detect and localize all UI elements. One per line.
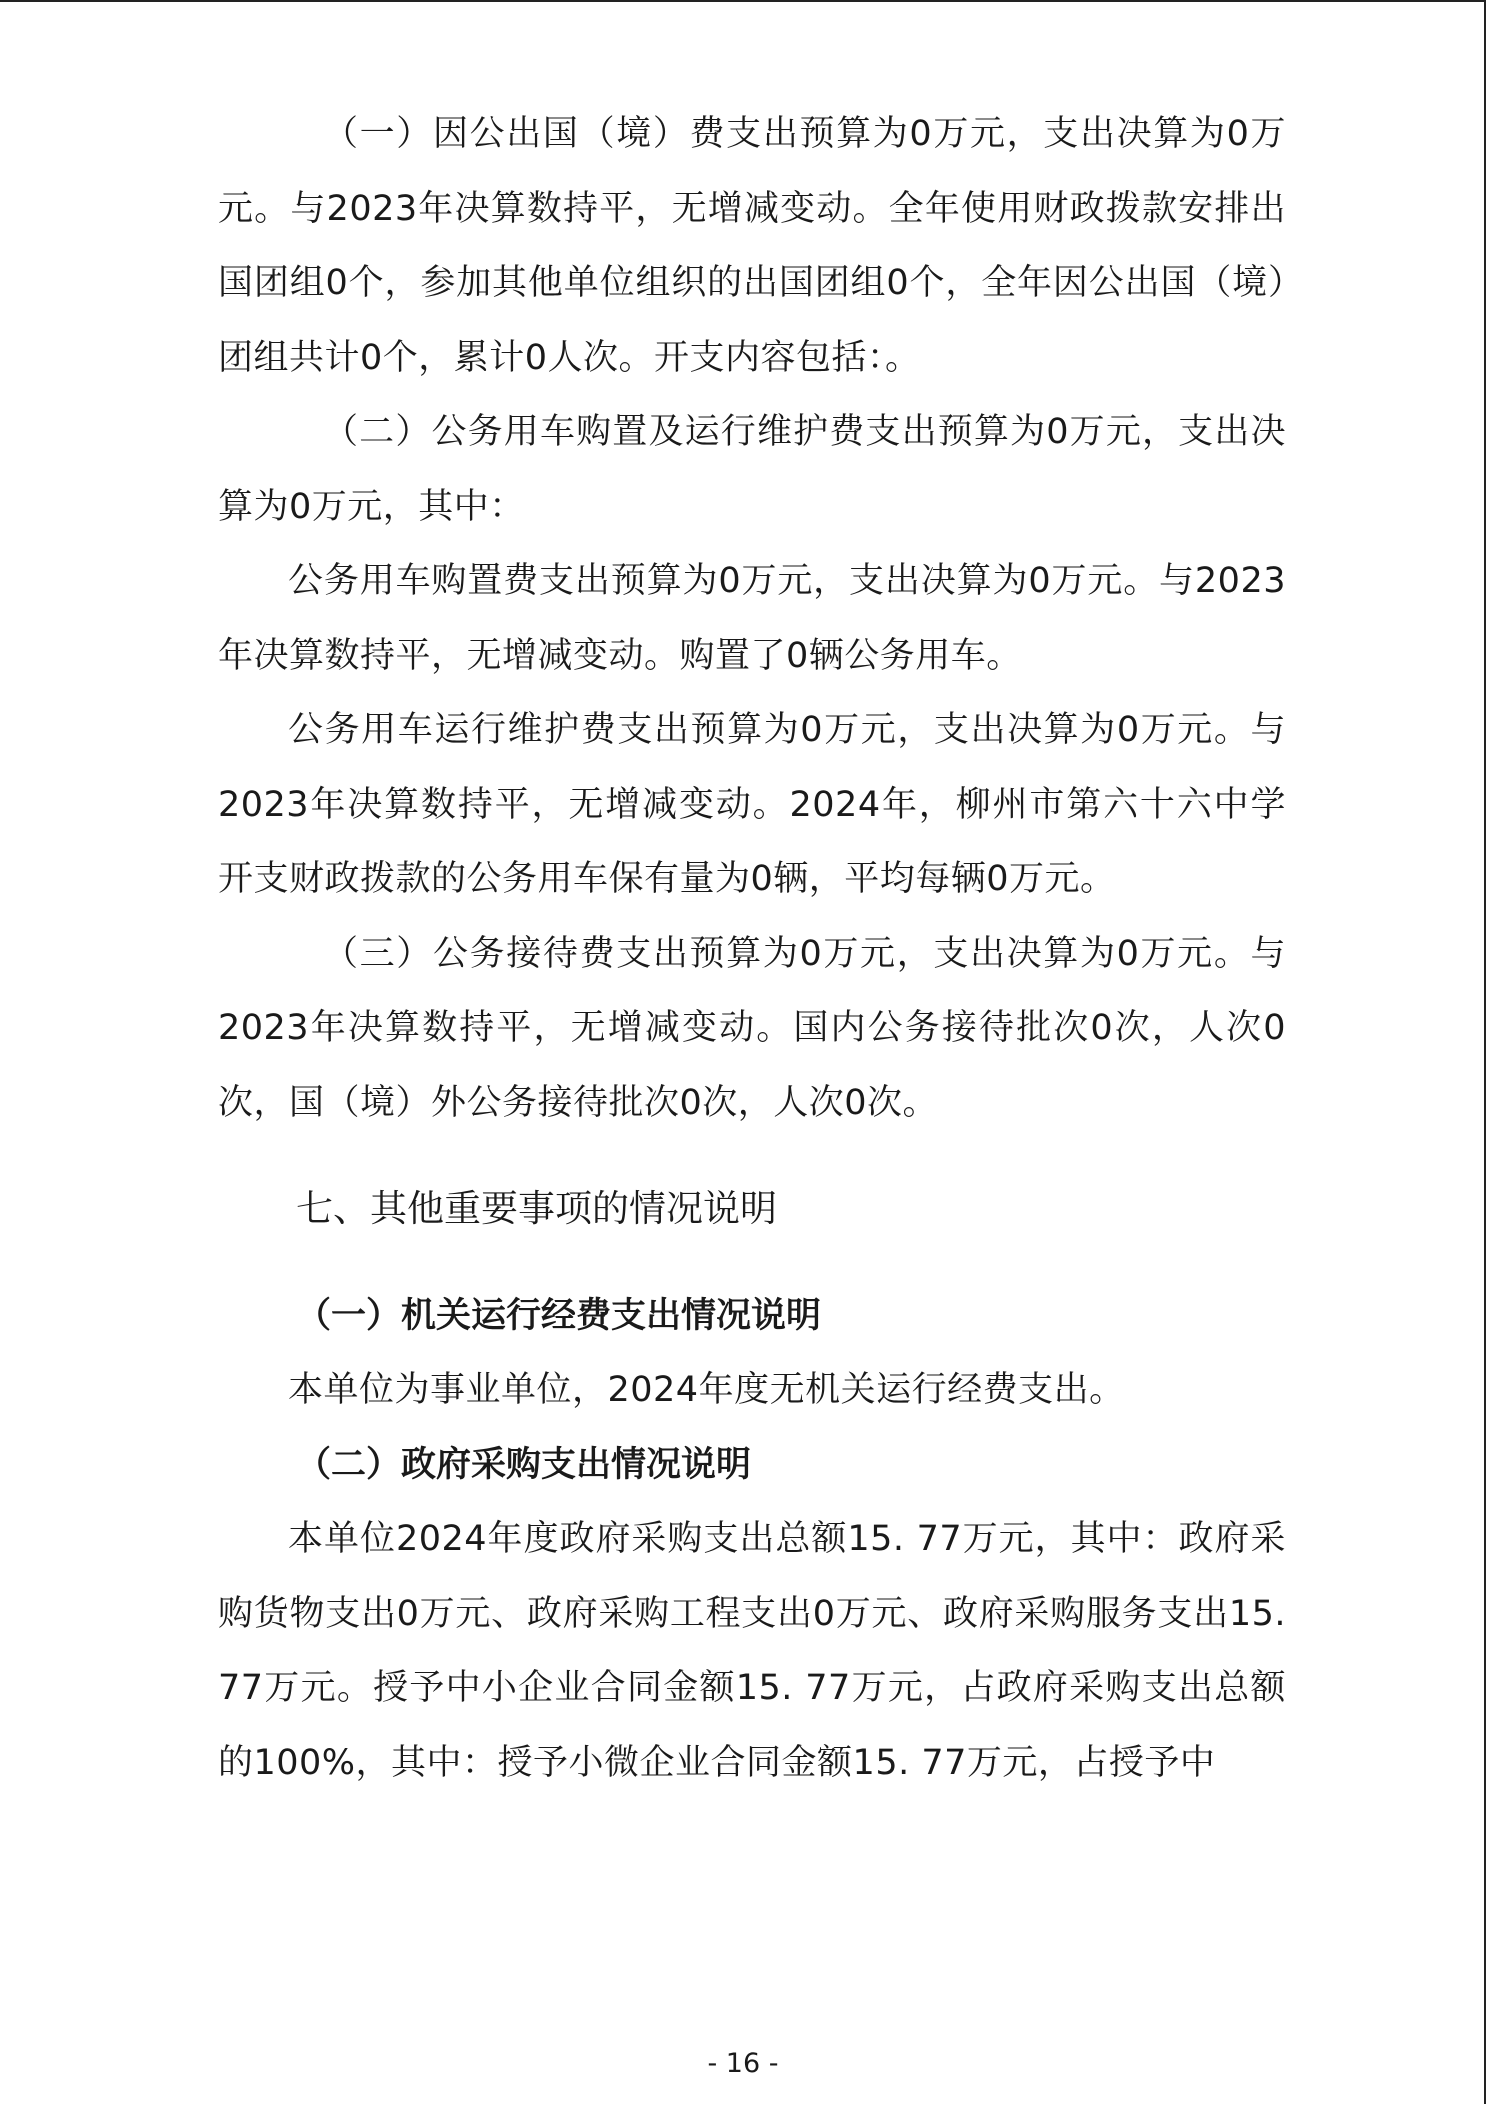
section-title-other-matters: 七、其他重要事项的情况说明 xyxy=(296,1187,777,1230)
subsection-title-government-procurement: （二）政府采购支出情况说明 xyxy=(296,1444,752,1485)
page-number: - 16 - xyxy=(707,2048,779,2079)
paragraph-operating-expenses: 本单位为事业单位，2024年度无机关运行经费支出。 xyxy=(288,1370,1125,1410)
page-content xyxy=(218,97,1286,1800)
paragraph-overseas-travel: （一）因公出国（境）费支出预算为0万元，支出决算为0万元。与2023年决算数持平，无增减变动。全年使用财政拨款安排出国团组0个，参加其他单位组织的出国团组0个，全年因公出国（境）团组共计0个，累计0人次。开支内容包括：。 xyxy=(218,114,1286,378)
subsection-title-operating-expenses: （一）机关运行经费支出情况说明 xyxy=(296,1295,822,1336)
paragraph-vehicle-maintenance: 公务用车运行维护费支出预算为0万元，支出决算为0万元。与2023年决算数持平，无增减变动。2024年，柳州市第六十六中学开支财政拨款的公务用车保有量为0辆，平均每辆0万元。 xyxy=(218,710,1286,899)
paragraph-vehicle-purchase: 公务用车购置费支出预算为0万元，支出决算为0万元。与2023年决算数持平，无增减变动。购置了0辆公务用车。 xyxy=(218,561,1286,676)
paragraph-official-vehicles: （二）公务用车购置及运行维护费支出预算为0万元，支出决算为0万元，其中： xyxy=(218,412,1286,527)
paragraph-official-reception: （三）公务接待费支出预算为0万元，支出决算为0万元。与2023年决算数持平，无增减变动。国内公务接待批次0次，人次0次，国（境）外公务接待批次0次，人次0次。 xyxy=(218,933,1286,1123)
paragraph-government-procurement: 本单位2024年度政府采购支出总额15. 77万元，其中：政府采购货物支出0万元、政府采购工程支出0万元、政府采购服务支出15. 77万元。授予中小企业合同金额15. 77万元，占政府采购支出总额的100%，其中：授予小微企业合同金额15. 77万元，占授予中 xyxy=(218,1519,1286,1783)
